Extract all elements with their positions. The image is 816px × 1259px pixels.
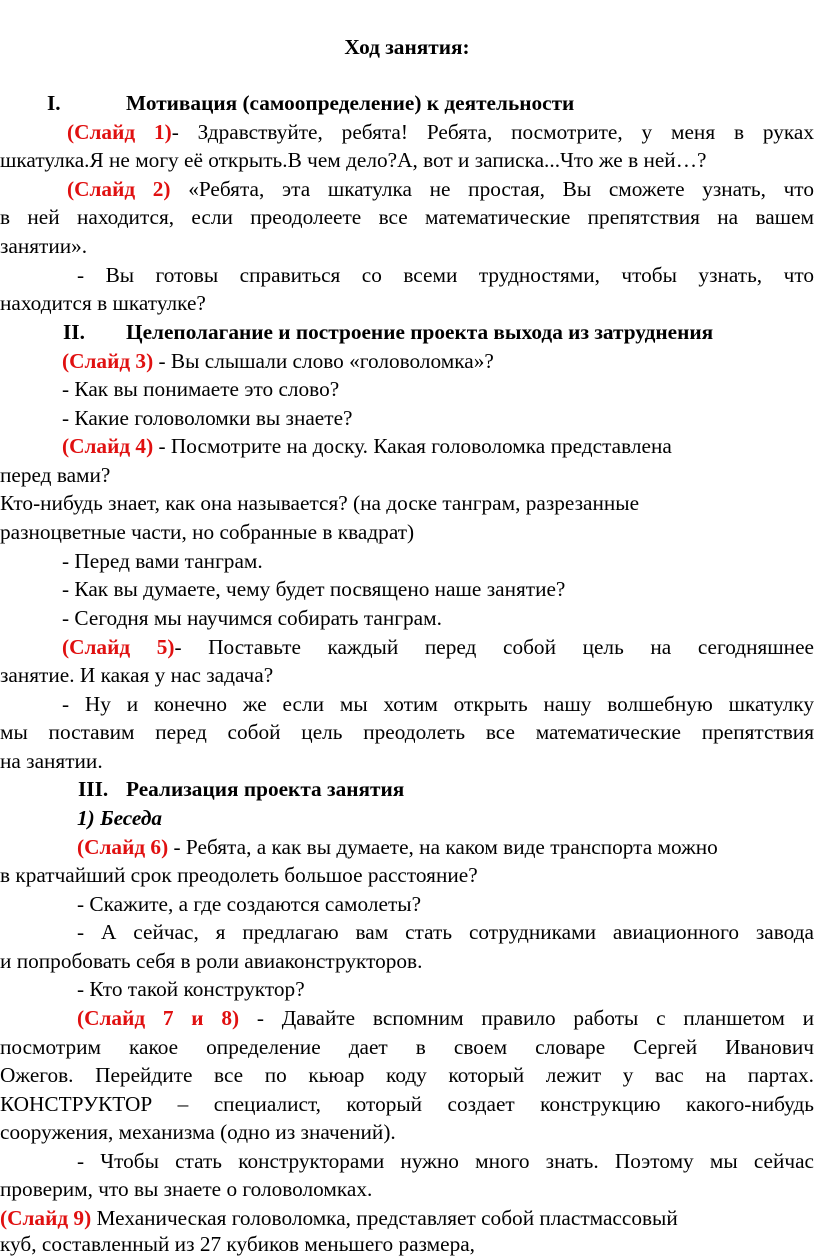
slide-3-paragraph bbox=[0, 347, 814, 376]
slide-7-8-text: - Давайте вспомним правило работы с планшетом и bbox=[239, 1006, 815, 1030]
section-1-numeral: I. bbox=[47, 91, 61, 115]
slide-2-text: «Ребята, эта шкатулка не простая, Вы сможете узнать, что bbox=[170, 177, 814, 201]
section-3-title: Реализация проекта занятия bbox=[126, 777, 405, 801]
aviation-paragraph-line-2: и попробовать себя в роли авиаконструкторов. bbox=[0, 949, 423, 973]
slide-6-paragraph bbox=[0, 833, 814, 862]
goal-paragraph-line-3: на занятии. bbox=[0, 749, 103, 773]
slide-4-text-line-2: перед вами? bbox=[0, 463, 111, 487]
slide-4-label: (Слайд 4) bbox=[62, 434, 154, 458]
slide-2-text-line-3: занятии». bbox=[0, 234, 88, 258]
question-lesson-topic: - Как вы думаете, чему будет посвящено наше занятие? bbox=[62, 577, 566, 601]
tangram-paragraph-line-1: Кто-нибудь знает, как она называется? (на доске танграм, разрезанные bbox=[0, 491, 640, 515]
slide-4-text: - Посмотрите на доску. Какая головоломка представлена bbox=[153, 434, 672, 458]
slide-1-text: - Здравствуйте, ребята! Ребята, посмотрите, у меня в руках bbox=[171, 120, 814, 144]
question-ready-line-1: - Вы готовы справиться со всеми трудностями, чтобы узнать, что bbox=[77, 263, 814, 287]
slide-7-8-text-line-2: посмотрим какое определение дает в своем словаре Сергей Иванович bbox=[0, 1035, 814, 1059]
slide-9-paragraph bbox=[0, 1204, 814, 1233]
tangram-paragraph-line-2: разноцветные части, но собранные в квадрат) bbox=[0, 520, 415, 544]
statement-tangram: - Перед вами танграм. bbox=[62, 549, 263, 573]
slide-5-paragraph bbox=[0, 633, 814, 662]
slide-7-8-text-line-4: КОНСТРУКТОР – специалист, который создает конструкцию какого-нибудь bbox=[0, 1092, 814, 1116]
section-1-title: Мотивация (самоопределение) к деятельности bbox=[126, 91, 575, 115]
question-understand: - Как вы понимаете это слово? bbox=[62, 377, 340, 401]
question-ready-line-2: находится в шкатулке? bbox=[0, 291, 206, 315]
knowledge-paragraph-line-2: проверим, что вы знаете о головоломках. bbox=[0, 1177, 373, 1201]
section-2-heading bbox=[0, 318, 814, 347]
slide-6-label: (Слайд 6) bbox=[77, 835, 169, 859]
slide-5-label: (Слайд 5) bbox=[62, 635, 175, 659]
slide-2-paragraph bbox=[0, 175, 814, 204]
slide-9-text-line-2: куб, составленный из 27 кубиков меньшего размера, bbox=[0, 1232, 476, 1256]
statement-learn-tangram: - Сегодня мы научимся собирать танграм. bbox=[62, 606, 442, 630]
knowledge-paragraph-line-1: - Чтобы стать конструкторами нужно много знать. Поэтому мы сейчас bbox=[77, 1149, 814, 1173]
slide-6-text-line-2: в кратчайший срок преодолеть большое расстояние? bbox=[0, 863, 478, 887]
slide-4-paragraph bbox=[0, 432, 814, 461]
slide-7-8-label: (Слайд 7 и 8) bbox=[77, 1006, 240, 1030]
slide-3-text: - Вы слышали слово «головоломка»? bbox=[153, 349, 494, 373]
slide-1-text-line-2: шкатулка.Я не могу её открыть.В чем дело?А, вот и записка...Что же в ней…? bbox=[0, 148, 707, 172]
slide-7-8-paragraph bbox=[0, 1004, 814, 1033]
slide-5-text-line-2: занятие. И какая у нас задача? bbox=[0, 663, 274, 687]
slide-5-text: - Поставьте каждый перед собой цель на сегодняшнее bbox=[174, 635, 814, 659]
aviation-paragraph-line-1: - А сейчас, я предлагаю вам стать сотрудниками авиационного завода bbox=[77, 920, 814, 944]
slide-1-paragraph bbox=[0, 118, 814, 147]
slide-9-text: Механическая головоломка, представляет собой пластмассовый bbox=[91, 1206, 678, 1230]
section-3-heading bbox=[0, 775, 814, 804]
question-planes: - Скажите, а где создаются самолеты? bbox=[77, 892, 422, 916]
slide-3-label: (Слайд 3) bbox=[62, 349, 154, 373]
section-3-numeral: III. bbox=[78, 777, 109, 801]
slide-2-label: (Слайд 2) bbox=[67, 177, 171, 201]
goal-paragraph-line-1: - Ну и конечно же если мы хотим открыть нашу волшебную шкатулку bbox=[62, 692, 814, 716]
slide-7-8-text-line-3: Ожегов. Перейдите все по кьюар коду который лежит у вас на партах. bbox=[0, 1063, 814, 1087]
slide-2-text-line-2: в ней находится, если преодолеете все математические препятствия на вашем bbox=[0, 205, 814, 229]
section-2-numeral: II. bbox=[63, 320, 85, 344]
goal-paragraph-line-2: мы поставим перед собой цель преодолеть все математические препятствия bbox=[0, 720, 814, 744]
section-2-title: Целеполагание и построение проекта выхода из затруднения bbox=[126, 320, 714, 344]
question-constructor: - Кто такой конструктор? bbox=[77, 977, 305, 1001]
slide-1-label: (Слайд 1) bbox=[67, 120, 172, 144]
question-known-puzzles: - Какие головоломки вы знаете? bbox=[62, 406, 353, 430]
slide-9-label: (Слайд 9) bbox=[0, 1206, 92, 1230]
page-title: Ход занятия: bbox=[344, 35, 470, 59]
slide-6-text: - Ребята, а как вы думаете, на каком виде транспорта можно bbox=[168, 835, 718, 859]
subsection-conversation: 1) Беседа bbox=[77, 806, 163, 830]
section-1-heading bbox=[0, 89, 814, 118]
slide-7-8-text-line-5: сооружения, механизма (одно из значений). bbox=[0, 1120, 396, 1144]
